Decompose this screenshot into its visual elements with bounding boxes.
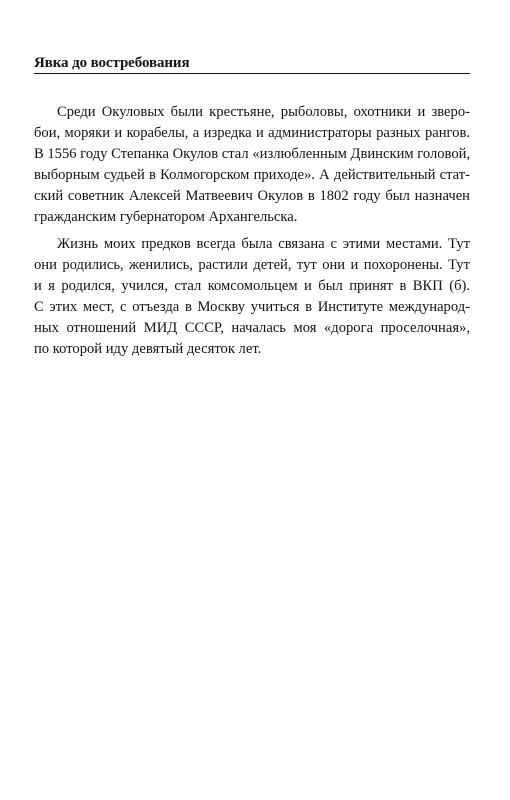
paragraph-1-line-5: ский советник Алексей Матвеевич Окулов в 1802 году был назначен bbox=[34, 188, 470, 204]
paragraph-2-line-5: ных отношений МИД СССР, началась моя «дорога проселочная», bbox=[34, 320, 470, 336]
paragraph-1-line-3: В 1556 году Степанка Окулов стал «излюбленным Двинским головой, bbox=[34, 146, 471, 162]
paragraph-2-line-4: С этих мест, с отъезда в Москву учиться в Институте международ- bbox=[34, 299, 470, 315]
paragraph-2-line-1: Жизнь моих предков всегда была связана с этими местами. Тут bbox=[57, 236, 470, 252]
paragraph-1-line-1: Среди Окуловых были крестьяне, рыболовы, охотники и зверо- bbox=[57, 104, 470, 120]
paragraph-1-line-6: гражданским губернатором Архангельска. bbox=[34, 209, 298, 225]
paragraph-2 bbox=[34, 234, 470, 360]
paragraph-2-line-2: они родились, женились, растили детей, тут они и похоронены. Тут bbox=[34, 257, 470, 273]
paragraph-1 bbox=[34, 102, 470, 228]
paragraph-1-line-4: выборным судьей в Колмогорском приходе». А действительный стат- bbox=[34, 167, 470, 183]
paragraph-2-line-6: по которой иду девятый десяток лет. bbox=[34, 341, 262, 357]
paragraph-2-line-3: и я родился, учился, стал комсомольцем и был принят в ВКП (б). bbox=[34, 278, 470, 294]
paragraph-1-line-2: бои, моряки и корабелы, а изредка и администраторы разных рангов. bbox=[34, 125, 470, 141]
header-rule bbox=[34, 73, 470, 74]
running-head bbox=[34, 54, 470, 74]
body-text bbox=[34, 102, 470, 366]
running-title: Явка до востребования bbox=[34, 55, 190, 71]
